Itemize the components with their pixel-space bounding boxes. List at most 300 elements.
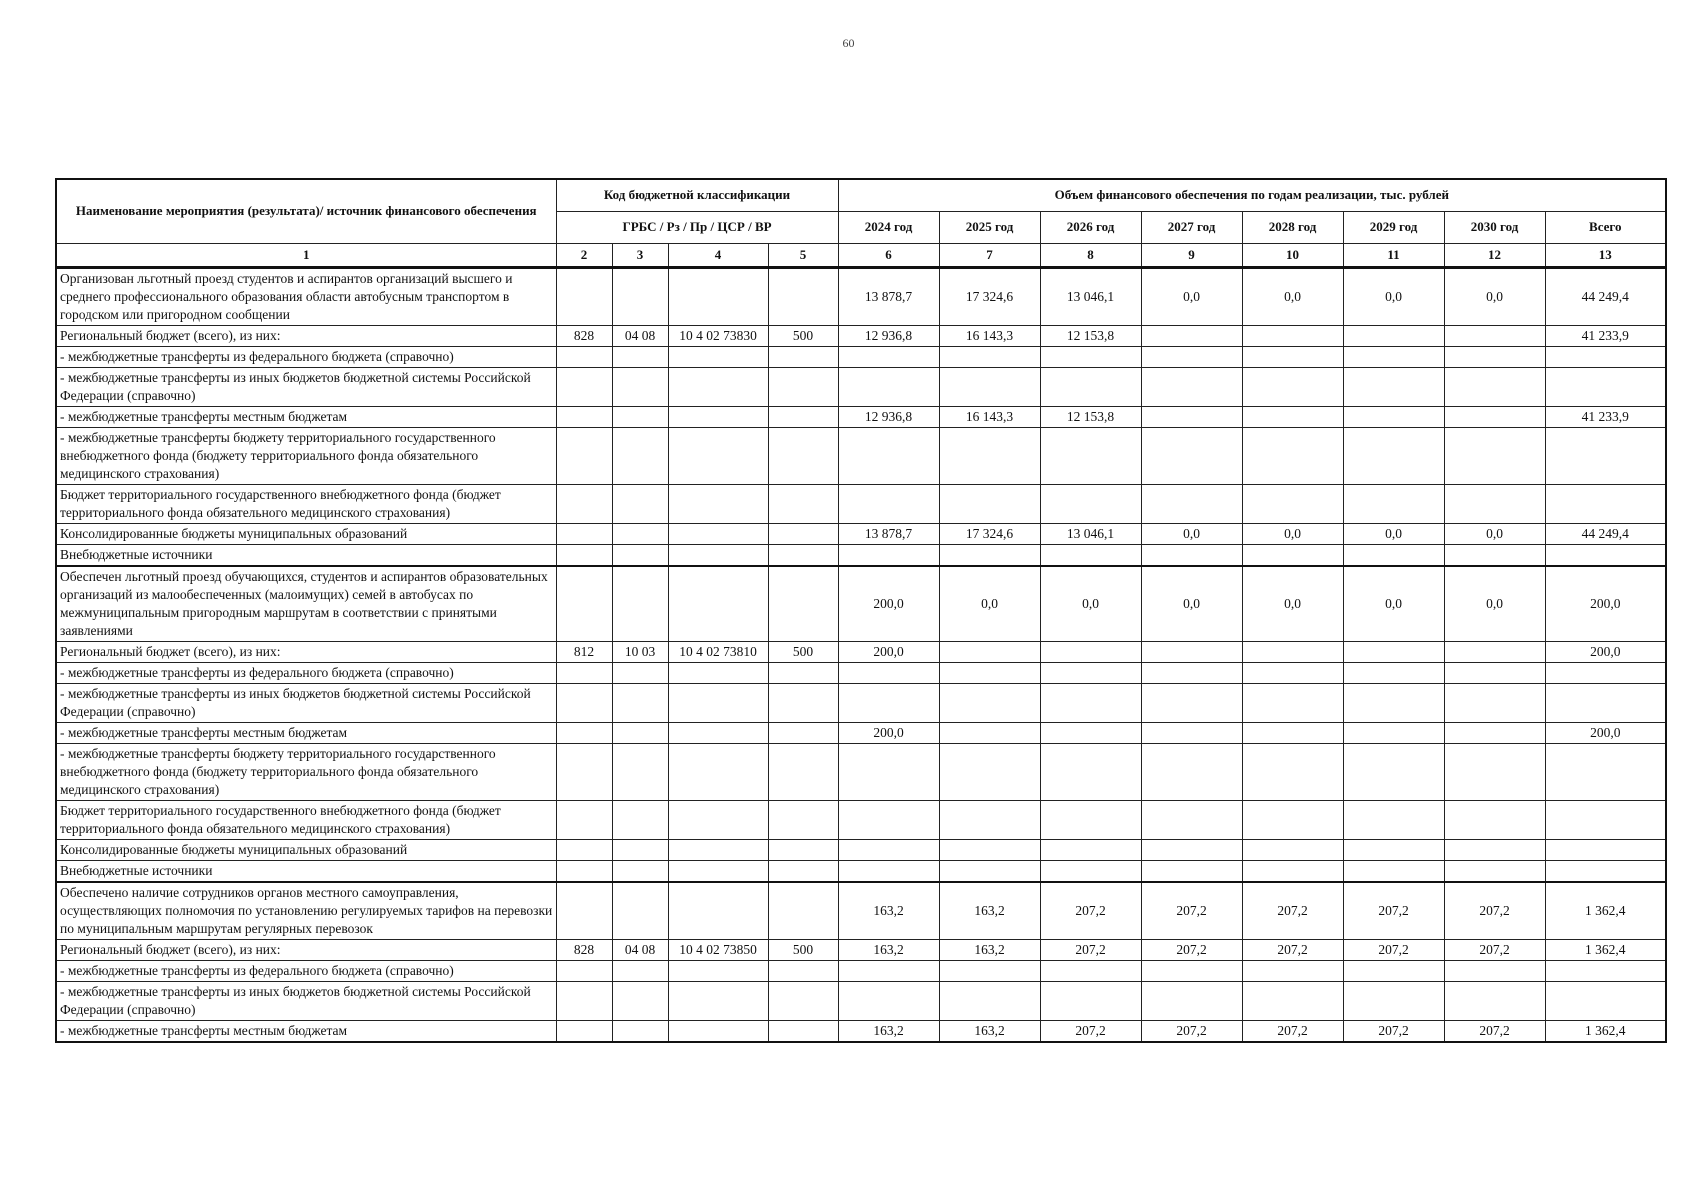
year-value-cell xyxy=(1040,960,1141,981)
year-value-cell xyxy=(1444,683,1545,722)
budget-code-cell xyxy=(768,566,838,642)
row-label: - межбюджетные трансферты из иных бюджетов бюджетной системы Российской Федерации (справочно) xyxy=(56,683,556,722)
budget-code-cell: 812 xyxy=(556,641,612,662)
year-value-cell xyxy=(1040,743,1141,800)
year-value-cell: 13 878,7 xyxy=(838,523,939,544)
total-cell xyxy=(1545,960,1666,981)
total-cell: 200,0 xyxy=(1545,566,1666,642)
table-row xyxy=(56,800,1666,839)
table-row xyxy=(56,566,1666,642)
table-row xyxy=(56,544,1666,566)
budget-code-cell xyxy=(612,1020,668,1042)
table-row xyxy=(56,882,1666,940)
year-value-cell xyxy=(1242,800,1343,839)
budget-code-cell xyxy=(612,267,668,325)
budget-code-cell xyxy=(556,860,612,882)
table-header xyxy=(56,179,1666,267)
year-value-cell xyxy=(1141,346,1242,367)
budget-code-cell xyxy=(556,523,612,544)
budget-code-cell xyxy=(612,544,668,566)
total-cell xyxy=(1545,743,1666,800)
year-value-cell xyxy=(1343,662,1444,683)
year-value-cell xyxy=(939,662,1040,683)
row-label: Бюджет территориального государственного внебюджетного фонда (бюджет территориального фонда обязательного медицинского страхования) xyxy=(56,484,556,523)
table-row xyxy=(56,523,1666,544)
year-value-cell xyxy=(1242,722,1343,743)
column-number: 11 xyxy=(1343,243,1444,267)
year-value-cell xyxy=(1444,406,1545,427)
row-label: - межбюджетные трансферты бюджету территориального государственного внебюджетного фонда (бюджету территориального фонда обязательного медицинского страхования) xyxy=(56,427,556,484)
budget-code-cell xyxy=(668,743,768,800)
budget-code-cell xyxy=(612,427,668,484)
year-value-cell: 207,2 xyxy=(1343,939,1444,960)
table-row xyxy=(56,346,1666,367)
year-value-cell xyxy=(1444,367,1545,406)
page-number: 60 xyxy=(842,36,855,50)
year-value-cell xyxy=(838,743,939,800)
year-value-cell xyxy=(1242,662,1343,683)
budget-code-cell xyxy=(556,743,612,800)
table-row xyxy=(56,484,1666,523)
budget-code-cell xyxy=(668,860,768,882)
year-value-cell: 207,2 xyxy=(1040,882,1141,940)
year-value-cell xyxy=(1141,662,1242,683)
year-value-cell: 16 143,3 xyxy=(939,325,1040,346)
year-value-cell: 13 878,7 xyxy=(838,267,939,325)
column-number: 7 xyxy=(939,243,1040,267)
budget-code-cell xyxy=(768,722,838,743)
budget-code-cell xyxy=(612,981,668,1020)
header-budget-code: Код бюджетной классификации xyxy=(556,179,838,211)
year-value-cell xyxy=(1040,981,1141,1020)
year-value-cell xyxy=(1343,544,1444,566)
year-value-cell: 0,0 xyxy=(1242,523,1343,544)
year-value-cell xyxy=(1242,641,1343,662)
budget-code-cell: 10 4 02 73850 xyxy=(668,939,768,960)
budget-code-cell xyxy=(556,427,612,484)
year-value-cell xyxy=(1040,662,1141,683)
year-value-cell xyxy=(1242,960,1343,981)
budget-code-cell xyxy=(768,267,838,325)
year-value-cell xyxy=(838,800,939,839)
budget-code-cell xyxy=(612,839,668,860)
budget-code-cell xyxy=(612,406,668,427)
budget-code-cell xyxy=(612,800,668,839)
header-budget-code-sub: ГРБС / Рз / Пр / ЦСР / ВР xyxy=(556,211,838,243)
column-number: 9 xyxy=(1141,243,1242,267)
budget-code-cell: 10 4 02 73810 xyxy=(668,641,768,662)
year-value-cell: 207,2 xyxy=(1343,882,1444,940)
year-value-cell: 207,2 xyxy=(1040,939,1141,960)
year-value-cell xyxy=(1040,683,1141,722)
total-cell xyxy=(1545,683,1666,722)
year-value-cell xyxy=(939,743,1040,800)
table-row xyxy=(56,743,1666,800)
budget-code-cell xyxy=(768,406,838,427)
year-value-cell: 0,0 xyxy=(1141,566,1242,642)
budget-code-cell xyxy=(768,544,838,566)
year-value-cell xyxy=(1040,860,1141,882)
total-cell xyxy=(1545,367,1666,406)
budget-code-cell: 10 4 02 73830 xyxy=(668,325,768,346)
year-value-cell: 16 143,3 xyxy=(939,406,1040,427)
table-row xyxy=(56,981,1666,1020)
year-value-cell xyxy=(1040,839,1141,860)
year-value-cell: 0,0 xyxy=(1444,566,1545,642)
year-value-cell xyxy=(1040,722,1141,743)
budget-code-cell: 828 xyxy=(556,325,612,346)
row-label: Организован льготный проезд студентов и аспирантов организаций высшего и среднего профессионального образования области автобусным транспортом в городском или пригородном сообщении xyxy=(56,267,556,325)
header-year: 2030 год xyxy=(1444,211,1545,243)
row-label: Консолидированные бюджеты муниципальных образований xyxy=(56,839,556,860)
year-value-cell: 0,0 xyxy=(939,566,1040,642)
year-value-cell xyxy=(1141,544,1242,566)
year-value-cell: 12 153,8 xyxy=(1040,406,1141,427)
budget-code-cell xyxy=(768,523,838,544)
header-year: 2027 год xyxy=(1141,211,1242,243)
row-label: - межбюджетные трансферты бюджету территориального государственного внебюджетного фонда (бюджету территориального фонда обязательного медицинского страхования) xyxy=(56,743,556,800)
year-value-cell xyxy=(1444,722,1545,743)
year-value-cell xyxy=(1343,743,1444,800)
header-year: 2024 год xyxy=(838,211,939,243)
budget-code-cell xyxy=(668,367,768,406)
budget-code-cell xyxy=(768,683,838,722)
column-number: 13 xyxy=(1545,243,1666,267)
budget-code-cell xyxy=(556,722,612,743)
year-value-cell xyxy=(1141,722,1242,743)
header-year: 2025 год xyxy=(939,211,1040,243)
total-cell: 1 362,4 xyxy=(1545,1020,1666,1042)
budget-code-cell xyxy=(556,367,612,406)
budget-code-cell xyxy=(612,346,668,367)
year-value-cell xyxy=(1040,367,1141,406)
year-value-cell: 163,2 xyxy=(939,939,1040,960)
header-funding-volume: Объем финансового обеспечения по годам реализации, тыс. рублей xyxy=(838,179,1666,211)
total-cell xyxy=(1545,662,1666,683)
column-number: 2 xyxy=(556,243,612,267)
year-value-cell: 17 324,6 xyxy=(939,267,1040,325)
column-number: 12 xyxy=(1444,243,1545,267)
year-value-cell: 163,2 xyxy=(838,939,939,960)
year-value-cell xyxy=(1242,346,1343,367)
year-value-cell xyxy=(1141,406,1242,427)
year-value-cell xyxy=(1343,722,1444,743)
year-value-cell xyxy=(1242,683,1343,722)
column-number: 4 xyxy=(668,243,768,267)
row-label: Региональный бюджет (всего), из них: xyxy=(56,939,556,960)
budget-code-cell: 04 08 xyxy=(612,325,668,346)
budget-code-cell xyxy=(556,839,612,860)
year-value-cell: 163,2 xyxy=(939,1020,1040,1042)
table-row xyxy=(56,722,1666,743)
table-row xyxy=(56,939,1666,960)
budget-code-cell xyxy=(668,839,768,860)
year-value-cell xyxy=(939,960,1040,981)
year-value-cell xyxy=(1040,544,1141,566)
year-value-cell xyxy=(1343,860,1444,882)
year-value-cell xyxy=(1040,800,1141,839)
year-value-cell xyxy=(1343,406,1444,427)
row-label: - межбюджетные трансферты местным бюджетам xyxy=(56,406,556,427)
row-label: - межбюджетные трансферты из федерального бюджета (справочно) xyxy=(56,346,556,367)
year-value-cell: 207,2 xyxy=(1242,882,1343,940)
budget-code-cell xyxy=(768,662,838,683)
column-number: 6 xyxy=(838,243,939,267)
budget-code-cell: 828 xyxy=(556,939,612,960)
year-value-cell xyxy=(939,800,1040,839)
header-name-col: Наименование мероприятия (результата)/ источник финансового обеспечения xyxy=(56,179,556,243)
budget-code-cell xyxy=(768,800,838,839)
budget-code-cell xyxy=(556,960,612,981)
budget-code-cell xyxy=(768,981,838,1020)
year-value-cell xyxy=(1343,641,1444,662)
budget-code-cell xyxy=(668,544,768,566)
year-value-cell xyxy=(1444,544,1545,566)
year-value-cell xyxy=(1141,427,1242,484)
year-value-cell xyxy=(1242,427,1343,484)
row-label: Региональный бюджет (всего), из них: xyxy=(56,641,556,662)
year-value-cell xyxy=(1141,960,1242,981)
column-number: 8 xyxy=(1040,243,1141,267)
table-row xyxy=(56,325,1666,346)
budget-code-cell xyxy=(612,960,668,981)
year-value-cell xyxy=(1343,960,1444,981)
year-value-cell xyxy=(1343,367,1444,406)
total-cell xyxy=(1545,839,1666,860)
year-value-cell: 163,2 xyxy=(838,882,939,940)
year-value-cell xyxy=(1343,839,1444,860)
total-cell xyxy=(1545,544,1666,566)
header-total: Всего xyxy=(1545,211,1666,243)
year-value-cell: 163,2 xyxy=(838,1020,939,1042)
year-value-cell xyxy=(838,960,939,981)
budget-code-cell xyxy=(556,484,612,523)
year-value-cell xyxy=(1444,839,1545,860)
year-value-cell xyxy=(1242,325,1343,346)
year-value-cell: 200,0 xyxy=(838,722,939,743)
row-label: Внебюджетные источники xyxy=(56,860,556,882)
row-label: - межбюджетные трансферты местным бюджетам xyxy=(56,722,556,743)
year-value-cell xyxy=(838,683,939,722)
year-value-cell xyxy=(838,544,939,566)
year-value-cell: 13 046,1 xyxy=(1040,523,1141,544)
year-value-cell xyxy=(939,346,1040,367)
budget-code-cell xyxy=(556,406,612,427)
budget-code-cell: 500 xyxy=(768,325,838,346)
year-value-cell: 207,2 xyxy=(1242,939,1343,960)
budget-code-cell xyxy=(768,367,838,406)
funding-table xyxy=(55,178,1667,1043)
year-value-cell: 207,2 xyxy=(1141,939,1242,960)
table-row xyxy=(56,267,1666,325)
year-value-cell: 0,0 xyxy=(1242,267,1343,325)
year-value-cell: 0,0 xyxy=(1444,523,1545,544)
budget-code-cell: 10 03 xyxy=(612,641,668,662)
budget-code-cell xyxy=(768,427,838,484)
year-value-cell xyxy=(1242,860,1343,882)
year-value-cell xyxy=(1040,427,1141,484)
year-value-cell xyxy=(1242,544,1343,566)
row-label: - межбюджетные трансферты из иных бюджетов бюджетной системы Российской Федерации (справочно) xyxy=(56,367,556,406)
year-value-cell: 207,2 xyxy=(1444,939,1545,960)
year-value-cell xyxy=(1444,743,1545,800)
year-value-cell xyxy=(1444,641,1545,662)
year-value-cell xyxy=(1040,346,1141,367)
year-value-cell xyxy=(1444,325,1545,346)
total-cell: 200,0 xyxy=(1545,722,1666,743)
budget-code-cell xyxy=(612,367,668,406)
year-value-cell xyxy=(1444,800,1545,839)
budget-code-cell xyxy=(768,860,838,882)
budget-code-cell xyxy=(556,544,612,566)
year-value-cell xyxy=(1444,427,1545,484)
row-label: Обеспечен льготный проезд обучающихся, студентов и аспирантов образовательных организаций из малообеспеченных (малоимущих) семей в автобусах по межмуниципальным пригородным маршрутам в соответствии с принятыми заявлениями xyxy=(56,566,556,642)
year-value-cell xyxy=(1444,662,1545,683)
year-value-cell: 163,2 xyxy=(939,882,1040,940)
budget-code-cell xyxy=(668,662,768,683)
year-value-cell: 207,2 xyxy=(1444,1020,1545,1042)
year-value-cell xyxy=(838,346,939,367)
year-value-cell xyxy=(1141,641,1242,662)
column-number: 3 xyxy=(612,243,668,267)
year-value-cell: 12 936,8 xyxy=(838,325,939,346)
year-value-cell xyxy=(939,484,1040,523)
year-value-cell xyxy=(1141,839,1242,860)
row-label: Бюджет территориального государственного внебюджетного фонда (бюджет территориального фонда обязательного медицинского страхования) xyxy=(56,800,556,839)
year-value-cell: 0,0 xyxy=(1343,267,1444,325)
year-value-cell xyxy=(1242,484,1343,523)
year-value-cell xyxy=(1343,683,1444,722)
budget-code-cell xyxy=(768,1020,838,1042)
total-cell: 41 233,9 xyxy=(1545,406,1666,427)
row-label: Региональный бюджет (всего), из них: xyxy=(56,325,556,346)
year-value-cell xyxy=(939,860,1040,882)
year-value-cell: 207,2 xyxy=(1141,1020,1242,1042)
budget-code-cell xyxy=(668,427,768,484)
budget-code-cell xyxy=(768,743,838,800)
table-row xyxy=(56,839,1666,860)
year-value-cell xyxy=(939,839,1040,860)
budget-code-cell xyxy=(612,484,668,523)
budget-code-cell xyxy=(768,346,838,367)
table-body xyxy=(56,267,1666,1042)
header-year: 2028 год xyxy=(1242,211,1343,243)
year-value-cell: 207,2 xyxy=(1141,882,1242,940)
row-label: Внебюджетные источники xyxy=(56,544,556,566)
budget-code-cell xyxy=(668,960,768,981)
year-value-cell xyxy=(1343,981,1444,1020)
column-number: 5 xyxy=(768,243,838,267)
budget-code-cell: 04 08 xyxy=(612,939,668,960)
year-value-cell: 0,0 xyxy=(1141,523,1242,544)
year-value-cell xyxy=(939,683,1040,722)
budget-code-cell xyxy=(768,960,838,981)
total-cell: 1 362,4 xyxy=(1545,882,1666,940)
year-value-cell xyxy=(838,367,939,406)
year-value-cell xyxy=(1141,981,1242,1020)
column-number: 1 xyxy=(56,243,556,267)
year-value-cell xyxy=(1444,484,1545,523)
year-value-cell xyxy=(1141,484,1242,523)
budget-code-cell xyxy=(556,566,612,642)
total-cell: 1 362,4 xyxy=(1545,939,1666,960)
year-value-cell: 0,0 xyxy=(1141,267,1242,325)
year-value-cell: 207,2 xyxy=(1242,1020,1343,1042)
budget-code-cell xyxy=(556,683,612,722)
year-value-cell xyxy=(1141,743,1242,800)
total-cell xyxy=(1545,346,1666,367)
row-label: Консолидированные бюджеты муниципальных образований xyxy=(56,523,556,544)
year-value-cell xyxy=(939,544,1040,566)
budget-code-cell xyxy=(612,860,668,882)
year-value-cell xyxy=(838,484,939,523)
table-row xyxy=(56,960,1666,981)
table-row xyxy=(56,860,1666,882)
year-value-cell xyxy=(1141,800,1242,839)
budget-code-cell xyxy=(612,566,668,642)
year-value-cell: 207,2 xyxy=(1343,1020,1444,1042)
total-cell xyxy=(1545,981,1666,1020)
budget-code-cell xyxy=(668,800,768,839)
year-value-cell xyxy=(1242,981,1343,1020)
year-value-cell xyxy=(1040,641,1141,662)
budget-code-cell xyxy=(612,722,668,743)
total-cell: 44 249,4 xyxy=(1545,523,1666,544)
table-row xyxy=(56,367,1666,406)
year-value-cell xyxy=(1242,743,1343,800)
total-cell: 41 233,9 xyxy=(1545,325,1666,346)
year-value-cell: 17 324,6 xyxy=(939,523,1040,544)
budget-code-cell xyxy=(556,346,612,367)
budget-code-cell xyxy=(556,981,612,1020)
budget-code-cell xyxy=(612,662,668,683)
year-value-cell: 207,2 xyxy=(1444,882,1545,940)
total-cell xyxy=(1545,860,1666,882)
table-row xyxy=(56,662,1666,683)
year-value-cell: 207,2 xyxy=(1040,1020,1141,1042)
year-value-cell xyxy=(838,427,939,484)
year-value-cell: 200,0 xyxy=(838,641,939,662)
year-value-cell: 0,0 xyxy=(1040,566,1141,642)
year-value-cell xyxy=(939,367,1040,406)
total-cell: 200,0 xyxy=(1545,641,1666,662)
budget-code-cell xyxy=(612,743,668,800)
row-label: Обеспечено наличие сотрудников органов местного самоуправления, осуществляющих полномочия по установлению регулируемых тарифов на перевозки по муниципальным маршрутам регулярных перевозок xyxy=(56,882,556,940)
row-label: - межбюджетные трансферты из федерального бюджета (справочно) xyxy=(56,960,556,981)
year-value-cell xyxy=(1444,346,1545,367)
year-value-cell xyxy=(1141,860,1242,882)
year-value-cell xyxy=(838,860,939,882)
year-value-cell xyxy=(1242,367,1343,406)
year-value-cell: 12 153,8 xyxy=(1040,325,1141,346)
year-value-cell xyxy=(1444,960,1545,981)
year-value-cell xyxy=(1444,981,1545,1020)
year-value-cell xyxy=(1242,406,1343,427)
year-value-cell xyxy=(1242,839,1343,860)
year-value-cell xyxy=(1141,683,1242,722)
budget-code-cell xyxy=(556,882,612,940)
total-cell xyxy=(1545,427,1666,484)
year-value-cell xyxy=(838,981,939,1020)
budget-code-cell xyxy=(668,267,768,325)
budget-code-cell xyxy=(556,267,612,325)
year-value-cell xyxy=(1141,325,1242,346)
budget-code-cell: 500 xyxy=(768,641,838,662)
year-value-cell xyxy=(1343,427,1444,484)
budget-code-cell xyxy=(556,662,612,683)
budget-code-cell xyxy=(668,566,768,642)
budget-code-cell xyxy=(768,839,838,860)
